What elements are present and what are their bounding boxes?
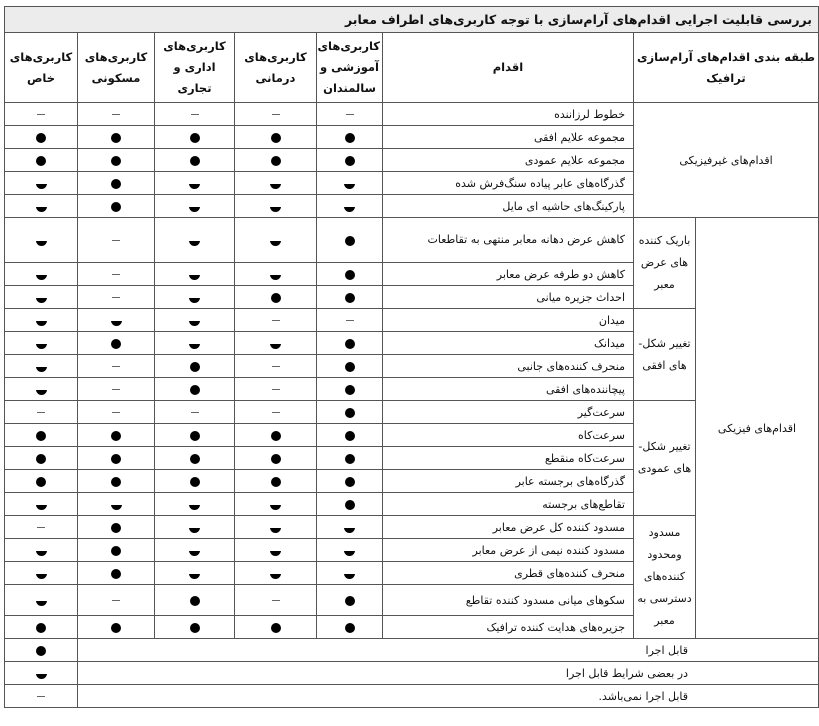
feasibility-cell [235,470,317,493]
feasibility-cell [317,424,383,447]
table-row [5,218,819,263]
measure-cell: سرعت‌کاه منقطع [383,447,634,470]
feasibility-cell [78,378,155,401]
feasibility-cell [317,585,383,616]
feasible-dot [271,293,281,303]
not-feasible-dash [346,320,354,321]
measure-cell: جزیره‌های هدایت کننده ترافیک [383,616,634,639]
measure-cell: مسدود کننده نیمی از عرض معابر [383,539,634,562]
feasibility-cell [317,516,383,539]
feasibility-cell [317,172,383,195]
feasibility-cell [78,195,155,218]
partial-dot [36,201,47,212]
not-feasible-dash [112,600,120,601]
feasible-dot [36,477,46,487]
feasibility-cell [317,149,383,172]
partial-dot [36,292,47,303]
feasible-dot [345,362,355,372]
legend-none-symbol [5,685,78,708]
partial-dot [270,269,281,280]
feasibility-cell [317,562,383,585]
partial-dot [270,201,281,212]
not-feasible-dash [346,114,354,115]
partial-dot [36,338,47,349]
feasibility-cell [78,516,155,539]
feasibility-cell [235,103,317,126]
feasibility-cell [317,195,383,218]
feasible-dot [345,500,355,510]
category-cell: اقدام‌های فیزیکی [696,218,819,639]
feasibility-cell [78,424,155,447]
header-residential: کاربری‌های مسکونی [78,33,155,103]
legend-partial-label: در بعضی شرایط قابل اجرا [78,662,819,685]
feasibility-cell [78,218,155,263]
feasibility-cell [235,218,317,263]
feasibility-cell [5,447,78,470]
feasibility-cell [78,562,155,585]
feasibility-cell [155,355,235,378]
feasibility-cell [235,195,317,218]
feasibility-cell [155,516,235,539]
feasibility-cell [78,616,155,639]
table-title: بررسی قابلیت اجرایی اقدام‌های آرام‌سازی با توجه کاربری‌های اطراف معابر [5,7,819,33]
partial-dot [36,568,47,579]
partial-dot [111,499,122,510]
feasible-dot [36,623,46,633]
partial-dot [36,595,47,606]
measure-cell: مسدود کننده کل عرض معابر [383,516,634,539]
measure-cell: تقاطع‌های برجسته [383,493,634,516]
feasibility-cell [317,616,383,639]
feasible-dot [345,156,355,166]
feasibility-cell [5,424,78,447]
feasible-dot [190,156,200,166]
feasibility-cell [155,286,235,309]
partial-dot [189,545,200,556]
partial-dot [36,361,47,372]
feasibility-cell [5,218,78,263]
feasibility-cell [235,447,317,470]
feasible-dot [36,431,46,441]
feasible-dot [190,362,200,372]
feasibility-cell [5,378,78,401]
feasibility-cell [78,286,155,309]
header-medical: کاربری‌های درمانی [235,33,317,103]
partial-dot [189,235,200,246]
feasible-dot [345,236,355,246]
measure-cell: پیچاننده‌های افقی [383,378,634,401]
partial-dot [36,178,47,189]
not-feasible-dash [272,366,280,367]
feasibility-cell [5,562,78,585]
feasible-dot [345,454,355,464]
header-commercial: کاربری‌های اداری و تجاری [155,33,235,103]
not-feasible-dash [191,412,199,413]
feasibility-cell [78,447,155,470]
feasibility-cell [78,332,155,355]
feasibility-cell [235,562,317,585]
feasibility-cell [5,126,78,149]
feasible-dot [190,454,200,464]
feasibility-cell [5,103,78,126]
partial-dot [270,499,281,510]
feasibility-cell [317,401,383,424]
feasibility-cell [78,493,155,516]
measure-cell: کاهش دو طرفه عرض معابر [383,263,634,286]
legend-partial-symbol [5,662,78,685]
feasible-dot [271,477,281,487]
feasibility-cell [5,172,78,195]
measure-cell: سرعت‌کاه [383,424,634,447]
feasible-dot [345,431,355,441]
feasibility-cell [5,309,78,332]
group-cell: تغییر شکل- های عمودی [634,401,696,516]
feasibility-cell [78,585,155,616]
feasibility-cell [155,263,235,286]
feasibility-cell [78,172,155,195]
partial-dot [189,522,200,533]
not-feasible-dash [112,240,120,241]
feasibility-cell [5,401,78,424]
header-measure: اقدام [383,33,634,103]
feasibility-cell [155,172,235,195]
feasibility-table [4,6,819,708]
feasibility-cell [235,539,317,562]
feasible-dot [345,385,355,395]
measure-cell: پارکینگ‌های حاشیه ای مایل [383,195,634,218]
partial-dot [36,315,47,326]
feasibility-cell [155,539,235,562]
feasible-dot [36,156,46,166]
feasibility-cell [155,195,235,218]
feasibility-cell [5,539,78,562]
partial-dot [111,315,122,326]
partial-dot [270,545,281,556]
feasible-dot [111,339,121,349]
feasible-dot [190,477,200,487]
feasibility-cell [155,585,235,616]
feasibility-cell [5,263,78,286]
feasibility-cell [78,103,155,126]
measure-cell: کاهش عرض دهانه معابر منتهی به تقاطعات [383,218,634,263]
feasibility-cell [5,616,78,639]
feasibility-cell [317,286,383,309]
feasible-dot [345,293,355,303]
feasible-dot [345,623,355,633]
header-educational: کاربری‌های آموزشی و سالمندان [317,33,383,103]
feasibility-cell [155,103,235,126]
measure-cell: مجموعه علایم عمودی [383,149,634,172]
measure-cell: خطوط لرزاننده [383,103,634,126]
feasibility-cell [317,309,383,332]
feasibility-cell [5,195,78,218]
feasible-dot [345,408,355,418]
feasible-dot [345,339,355,349]
measure-cell: احداث جزیره میانی [383,286,634,309]
feasibility-cell [155,378,235,401]
legend-full-label: قابل اجرا [78,639,819,662]
group-cell: مسدود ومحدود کننده‌های دسترسی به معبر [634,516,696,639]
partial-dot [36,499,47,510]
measure-cell: سکوهای میانی مسدود کننده تقاطع [383,585,634,616]
feasible-dot [111,133,121,143]
partial-dot [270,338,281,349]
feasible-dot [190,431,200,441]
feasibility-cell [317,378,383,401]
not-feasible-dash [191,114,199,115]
partial-dot [36,545,47,556]
feasibility-cell [235,401,317,424]
feasible-dot [271,156,281,166]
feasible-dot [111,179,121,189]
feasibility-cell [78,309,155,332]
category-cell: اقدام‌های غیرفیزیکی [634,103,819,218]
not-feasible-dash [272,114,280,115]
feasible-dot [271,623,281,633]
feasibility-cell [317,218,383,263]
not-feasible-dash [112,297,120,298]
feasibility-cell [235,332,317,355]
feasibility-cell [5,585,78,616]
feasibility-cell [155,401,235,424]
partial-dot [189,499,200,510]
header-special: کاربری‌های خاص [5,33,78,103]
partial-dot [189,315,200,326]
feasible-dot [190,596,200,606]
not-feasible-dash [37,527,45,528]
feasibility-cell [155,424,235,447]
feasibility-cell [155,332,235,355]
group-cell: باریک کننده های عرض معبر [634,218,696,309]
feasible-dot [36,133,46,143]
measure-cell: منحرف کننده‌های قطری [383,562,634,585]
feasibility-cell [317,539,383,562]
header-classification: طبقه بندی اقدام‌های آرام‌سازی ترافیک [634,33,819,103]
feasible-dot [271,133,281,143]
measure-cell: منحرف کننده‌های جانبی [383,355,634,378]
not-feasible-dash [37,114,45,115]
feasibility-cell [317,493,383,516]
feasibility-cell [155,470,235,493]
feasibility-cell [235,493,317,516]
feasibility-cell [78,355,155,378]
measure-cell: سرعت‌گیر [383,401,634,424]
feasibility-cell [235,424,317,447]
feasible-dot [111,454,121,464]
feasible-dot [271,454,281,464]
feasible-dot [111,431,121,441]
legend-none-label: قابل اجرا نمی‌باشد. [78,685,819,708]
not-feasible-dash [272,389,280,390]
partial-dot [36,269,47,280]
partial-dot [189,292,200,303]
partial-dot [344,568,355,579]
feasibility-cell [78,539,155,562]
feasible-dot [36,454,46,464]
feasibility-cell [78,401,155,424]
feasibility-cell [78,126,155,149]
feasibility-cell [317,103,383,126]
measure-cell: مجموعه علایم افقی [383,126,634,149]
partial-dot [270,568,281,579]
feasibility-cell [155,447,235,470]
feasible-dot [345,596,355,606]
feasibility-cell [155,562,235,585]
not-feasible-dash [272,412,280,413]
feasible-dot [190,385,200,395]
feasibility-cell [235,516,317,539]
measure-cell: میدانک [383,332,634,355]
not-feasible-dash [272,320,280,321]
partial-dot [189,201,200,212]
feasibility-cell [235,172,317,195]
feasibility-cell [235,355,317,378]
partial-dot [270,235,281,246]
feasibility-cell [5,332,78,355]
feasible-dot [345,133,355,143]
feasibility-cell [235,309,317,332]
feasibility-cell [5,149,78,172]
feasibility-cell [317,263,383,286]
partial-dot [189,338,200,349]
feasibility-cell [317,470,383,493]
feasibility-cell [317,126,383,149]
feasible-dot [111,623,121,633]
not-feasible-dash [112,389,120,390]
feasibility-cell [5,516,78,539]
not-feasible-dash [112,412,120,413]
feasible-dot [111,546,121,556]
partial-dot [344,545,355,556]
not-feasible-dash [272,600,280,601]
partial-dot [36,235,47,246]
feasibility-cell [5,493,78,516]
feasibility-cell [235,585,317,616]
feasibility-cell [155,149,235,172]
feasible-dot [271,431,281,441]
not-feasible-dash [112,114,120,115]
feasibility-cell [155,309,235,332]
feasibility-cell [235,126,317,149]
feasibility-cell [5,355,78,378]
feasible-dot [111,523,121,533]
feasibility-cell [78,470,155,493]
partial-dot [270,522,281,533]
feasible-dot [111,477,121,487]
not-feasible-dash [37,412,45,413]
feasible-dot [190,623,200,633]
feasible-dot [111,202,121,212]
partial-dot [344,201,355,212]
table-row [5,103,819,126]
measure-cell: گذرگاه‌های عابر پیاده سنگ‌فرش شده [383,172,634,195]
partial-dot [189,269,200,280]
measure-cell: گذرگاه‌های برجسته عابر [383,470,634,493]
feasibility-cell [5,286,78,309]
partial-dot [270,178,281,189]
feasible-dot [345,270,355,280]
partial-dot [189,568,200,579]
group-cell: تغییر شکل- های افقی [634,309,696,401]
feasibility-cell [155,126,235,149]
feasibility-cell [5,470,78,493]
not-feasible-dash [112,274,120,275]
feasible-dot [111,569,121,579]
partial-dot [344,522,355,533]
partial-dot [36,384,47,395]
feasibility-cell [317,447,383,470]
feasibility-cell [235,616,317,639]
measure-cell: میدان [383,309,634,332]
feasible-dot [345,477,355,487]
feasibility-cell [235,149,317,172]
feasibility-cell [235,378,317,401]
feasibility-cell [317,332,383,355]
feasibility-cell [155,616,235,639]
partial-dot [189,178,200,189]
feasibility-cell [155,218,235,263]
feasibility-cell [78,149,155,172]
feasibility-cell [235,286,317,309]
not-feasible-dash [112,366,120,367]
legend-full-symbol [5,639,78,662]
partial-dot [344,178,355,189]
feasible-dot [190,133,200,143]
feasibility-cell [78,263,155,286]
feasible-dot [111,156,121,166]
feasibility-cell [235,263,317,286]
feasibility-cell [317,355,383,378]
feasibility-cell [155,493,235,516]
